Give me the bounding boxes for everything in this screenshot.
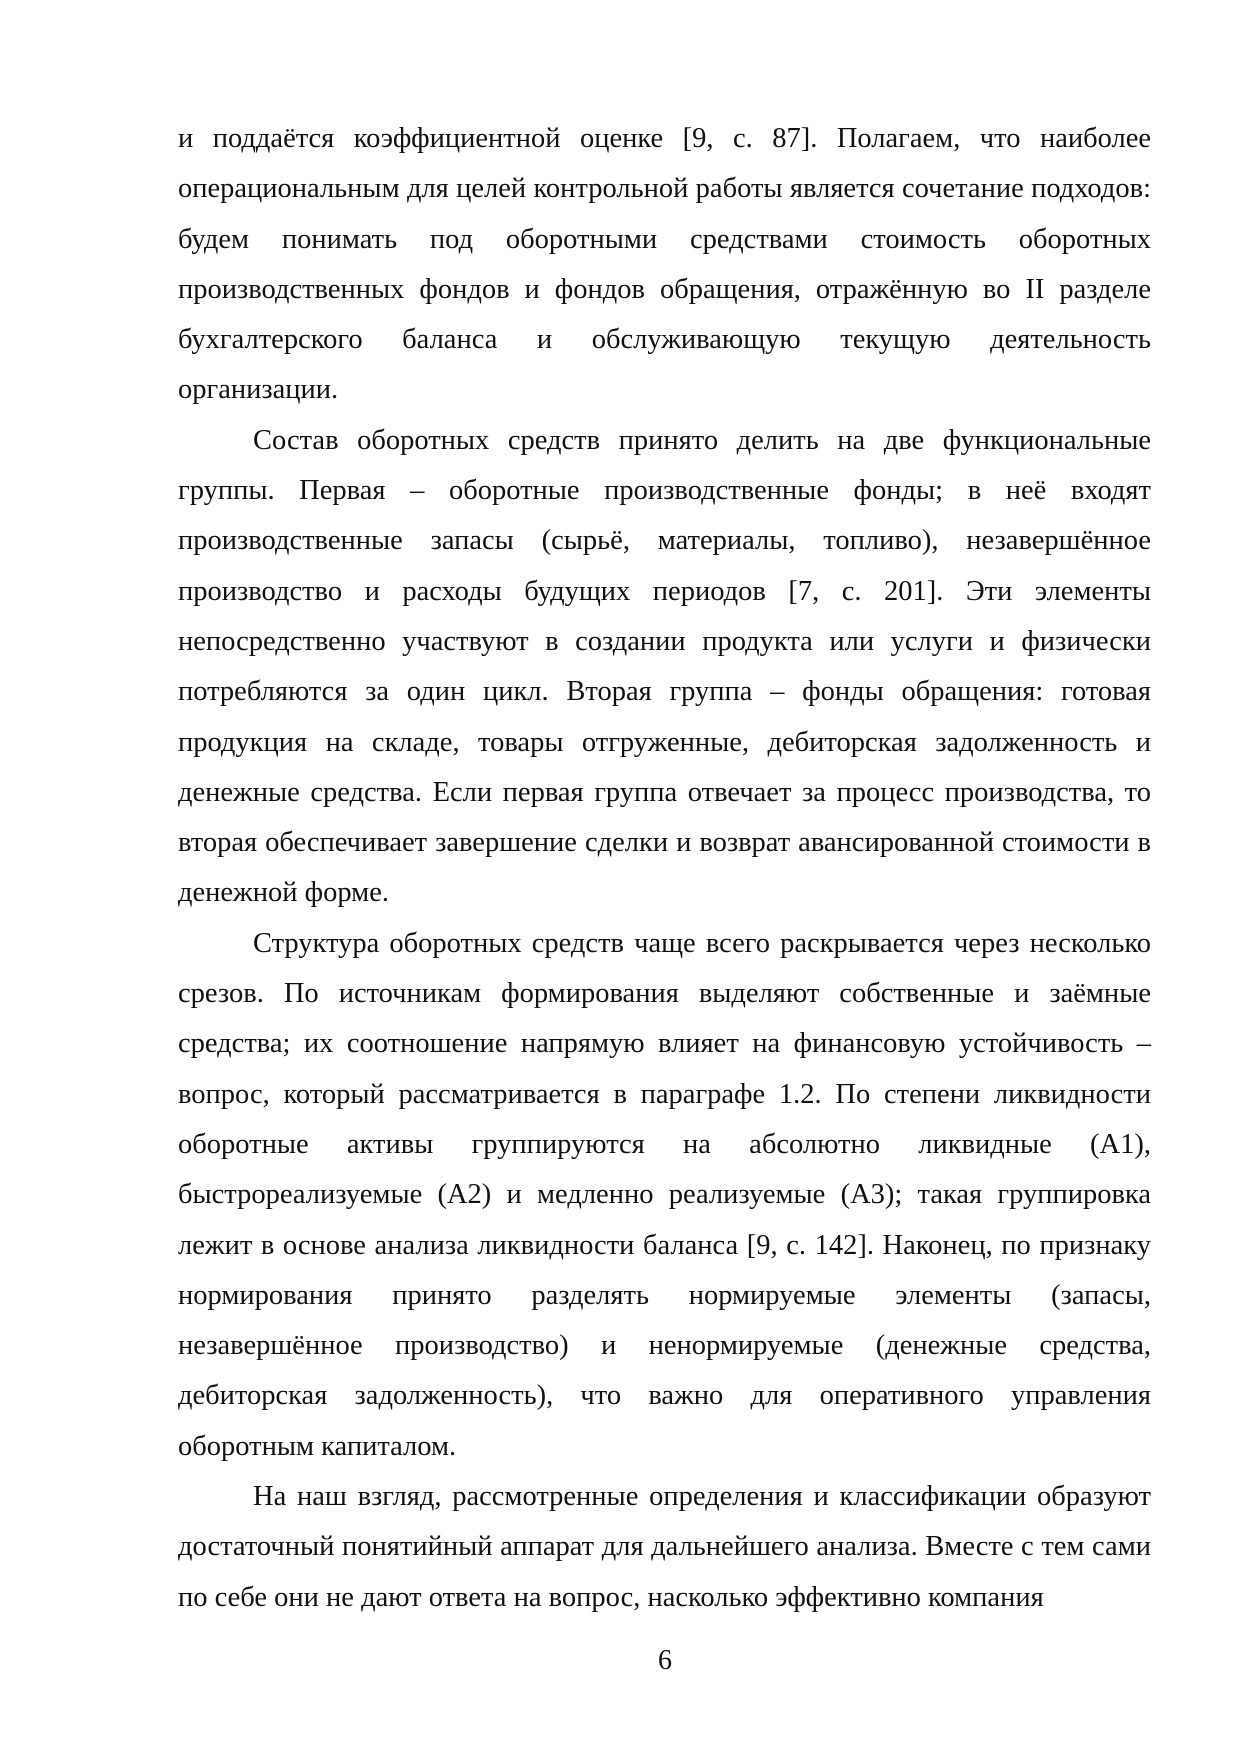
paragraph-2: Состав оборотных средств принято делить на две функциональные группы. Первая – оборотные производственные фонды; в неё входят производственные запасы (сырьё, материалы, топливо), незавершённое производство и расходы будущих периодов [7, с. 201]. Эти элементы непосредственно участвуют в создании продукта или услуги и физически потребляются за один цикл. Вторая группа – фонды обращения: готовая продукция на складе, товары отгруженные, дебиторская задолженность и денежные средства. Если первая группа отвечает за процесс производства, то вторая обеспечивает завершение сделки и возврат авансированной стоимости в денежной форме. bbox=[178, 424, 1151, 909]
paragraph-4: На наш взгляд, рассмотренные определения и классификации образуют достаточный понятийный аппарат для дальнейшего анализа. Вместе с тем сами по себе они не дают ответа на вопрос, насколько эффективно компания bbox=[178, 1481, 1151, 1613]
page-number: 6 bbox=[658, 1645, 672, 1676]
page-body bbox=[178, 114, 1151, 1623]
paragraph-1: и поддаётся коэффициентной оценке [9, с. 87]. Полагаем, что наиболее операциональным для целей контрольной работы является сочетание подходов: будем понимать под оборотными средствами стоимость оборотных производственных фондов и фондов обращения, отражённую во II разделе бухгалтерского баланса и обслуживающую текущую деятельность организации. bbox=[178, 123, 1151, 406]
paragraph-3: Структура оборотных средств чаще всего раскрывается через несколько срезов. По источникам формирования выделяют собственные и заёмные средства; их соотношение напрямую влияет на финансовую устойчивость – вопрос, который рассматривается в параграфе 1.2. По степени ликвидности оборотные активы группируются на абсолютно ликвидные (А1), быстрореализуемые (А2) и медленно реализуемые (А3); такая группировка лежит в основе анализа ликвидности баланса [9, с. 142]. Наконец, по признаку нормирования принято разделять нормируемые элементы (запасы, незавершённое производство) и ненормируемые (денежные средства, дебиторская задолженность), что важно для оперативного управления оборотным капиталом. bbox=[178, 927, 1151, 1462]
